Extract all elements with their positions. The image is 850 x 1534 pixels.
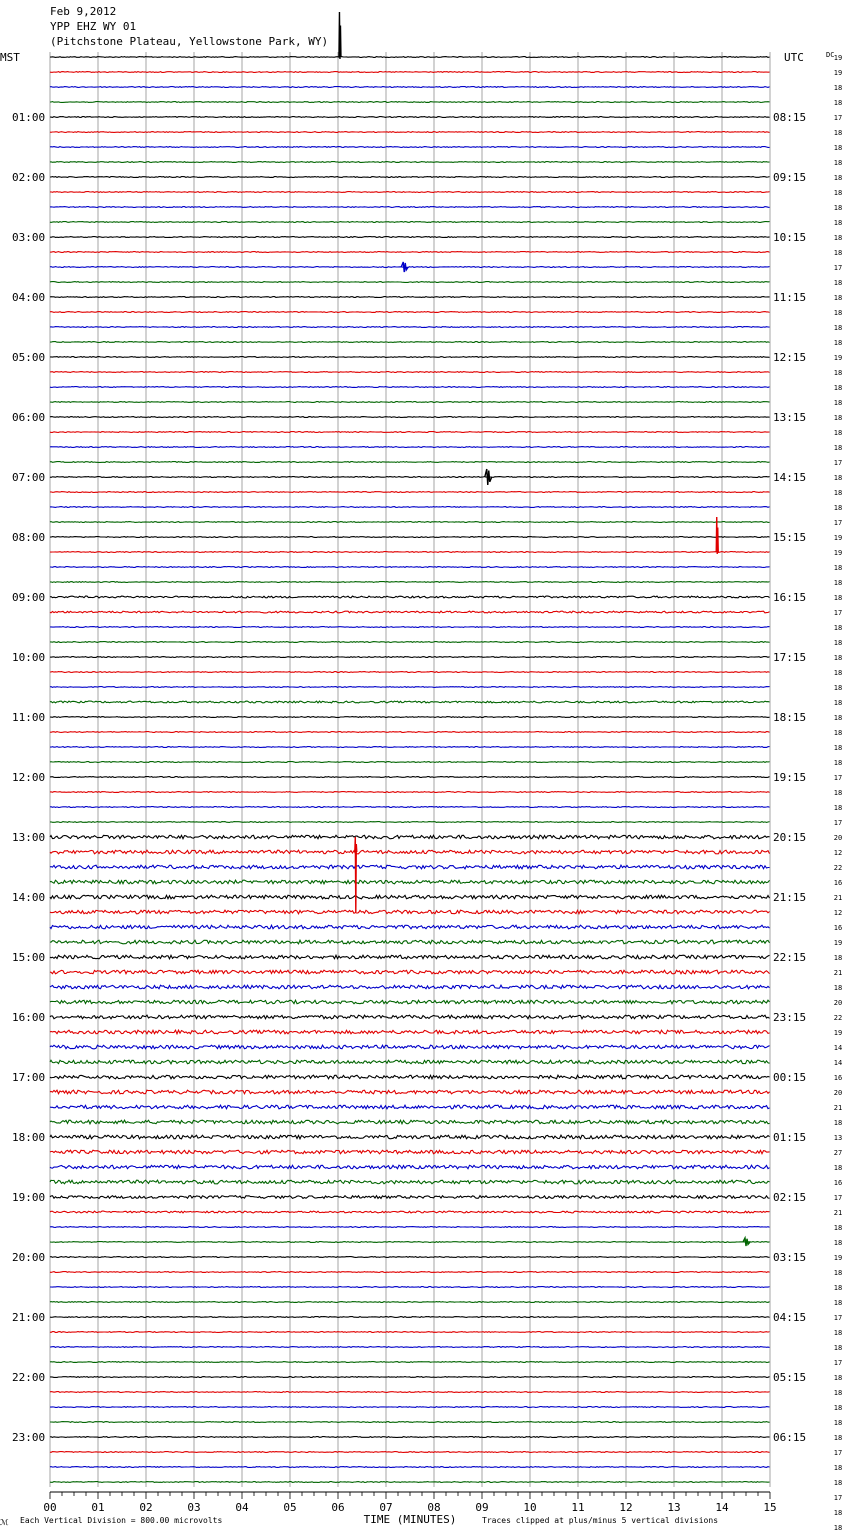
dc-offset-value: 18 (833, 759, 843, 767)
trace-line (50, 267, 770, 268)
trace-line (50, 312, 770, 313)
dc-offset-value: 17 (833, 1194, 843, 1202)
dc-offset-value: 13 (833, 1134, 843, 1142)
trace-line (50, 177, 770, 178)
right-hour-label: 12:15 (773, 351, 807, 364)
right-hour-label: 19:15 (773, 771, 807, 784)
trace-line (50, 477, 770, 478)
trace-line (50, 507, 770, 508)
trace-line (50, 342, 770, 343)
trace-line (50, 327, 770, 328)
event-spike (339, 12, 341, 59)
right-zone-label: UTC (784, 51, 804, 64)
dc-offset-value: 18 (833, 954, 843, 962)
dc-offset-value: 18 (833, 1524, 843, 1532)
corner-mark: ℳ (0, 1518, 9, 1527)
right-hour-label: 10:15 (773, 231, 807, 244)
dc-offset-value: 19 (833, 69, 843, 77)
dc-offset-value: 18 (833, 324, 843, 332)
trace-line (50, 1377, 770, 1378)
left-hour-label: 19:00 (12, 1191, 46, 1204)
trace-line (50, 252, 770, 253)
trace-line (50, 162, 770, 163)
x-tick-label: 13 (667, 1501, 681, 1514)
trace-line (50, 627, 770, 628)
trace-line (50, 1257, 770, 1258)
dc-offset-value: 16 (833, 879, 843, 887)
trace-line (50, 417, 770, 418)
trace-line (50, 970, 770, 974)
trace-line (50, 701, 770, 703)
x-tick-label: 10 (523, 1501, 537, 1514)
dc-offset-value: 19 (833, 354, 843, 362)
left-hour-label: 15:00 (12, 951, 46, 964)
trace-line (50, 537, 770, 538)
dc-offset-value: 18 (833, 429, 843, 437)
dc-offset-value: 18 (833, 369, 843, 377)
dc-offset-value: 18 (833, 1269, 843, 1277)
dc-offset-value: 20 (833, 1089, 843, 1097)
dc-offset-value: 18 (833, 594, 843, 602)
trace-line (50, 880, 770, 884)
left-hour-label: 14:00 (12, 891, 46, 904)
dc-offset-value: 19 (833, 1254, 843, 1262)
trace-line (50, 237, 770, 238)
trace-line (50, 57, 770, 58)
right-hour-label: 09:15 (773, 171, 807, 184)
right-hour-label: 22:15 (773, 951, 807, 964)
trace-line (50, 955, 770, 959)
left-hour-label: 07:00 (12, 471, 46, 484)
dc-offset-value: 18 (833, 1374, 843, 1382)
dc-offset-value: 18 (833, 1239, 843, 1247)
right-hour-label: 04:15 (773, 1311, 807, 1324)
x-tick-label: 04 (235, 1501, 249, 1514)
trace-line (50, 687, 770, 688)
x-tick-label: 07 (379, 1501, 393, 1514)
trace-line (50, 596, 770, 598)
trace-line (50, 1075, 770, 1079)
trace-line (50, 865, 770, 869)
dc-offset-value: 17 (833, 1494, 843, 1502)
scale-note: Each Vertical Division = 800.00 microvolts (20, 1516, 223, 1525)
trace-line (50, 1317, 770, 1318)
dc-offset-value: 18 (833, 1464, 843, 1472)
dc-offset-value: 18 (833, 174, 843, 182)
dc-offset-value: 18 (833, 1479, 843, 1487)
dc-offset-value: 18 (833, 414, 843, 422)
right-hour-label: 20:15 (773, 831, 807, 844)
trace-line (50, 1332, 770, 1333)
right-hour-label: 00:15 (773, 1071, 807, 1084)
dc-offset-value: 16 (833, 1179, 843, 1187)
trace-line (50, 1030, 770, 1034)
dc-offset-value: 19 (833, 534, 843, 542)
dc-offset-value: 18 (833, 234, 843, 242)
dc-offset-value: 16 (833, 1074, 843, 1082)
trace-line (50, 1482, 770, 1483)
dc-offset-value: 18 (833, 129, 843, 137)
trace-line (50, 642, 770, 643)
right-hour-label: 05:15 (773, 1371, 807, 1384)
trace-line (50, 552, 770, 553)
trace-line (50, 222, 770, 223)
trace-line (50, 1272, 770, 1273)
trace-line (50, 1422, 770, 1423)
dc-offset-value: 18 (833, 789, 843, 797)
trace-line (50, 567, 770, 568)
dc-offset-value: 18 (833, 204, 843, 212)
dc-offset-value: 20 (833, 834, 843, 842)
trace-line (50, 717, 770, 718)
dc-offset-value: 18 (833, 699, 843, 707)
clip-note: Traces clipped at plus/minus 5 vertical divisions (482, 1516, 719, 1525)
dc-offset-value: 18 (833, 984, 843, 992)
trace-line (50, 1150, 770, 1154)
dc-offset-value: 18 (833, 339, 843, 347)
trace-line (50, 792, 770, 793)
trace-line (50, 387, 770, 388)
dc-offset-value: 17 (833, 774, 843, 782)
dc-offset-value: 18 (833, 474, 843, 482)
trace-line (50, 492, 770, 493)
trace-line (50, 1135, 770, 1139)
dc-offset-value: 22 (833, 864, 843, 872)
trace-line (50, 822, 770, 823)
dc-offset-value: 18 (833, 189, 843, 197)
trace-line (50, 762, 770, 763)
x-tick-label: 12 (619, 1501, 633, 1514)
right-hour-label: 23:15 (773, 1011, 807, 1024)
dc-offset-value: 17 (833, 264, 843, 272)
dc-offset-value: 17 (833, 1449, 843, 1457)
trace-line (50, 357, 770, 358)
x-tick-label: 06 (331, 1501, 345, 1514)
right-hour-label: 14:15 (773, 471, 807, 484)
dc-offset-value: 18 (833, 1419, 843, 1427)
trace-line (50, 1180, 770, 1184)
dc-offset-value: 18 (833, 1299, 843, 1307)
trace-line (50, 372, 770, 373)
dc-offset-value: 18 (833, 804, 843, 812)
trace-line (50, 777, 770, 778)
x-tick-label: 09 (475, 1501, 489, 1514)
dc-offset-value: 19 (833, 939, 843, 947)
dc-offset-value: 17 (833, 1359, 843, 1367)
dc-offset-value: 27 (833, 1149, 843, 1157)
dc-offset-value: 22 (833, 1014, 843, 1022)
trace-line (50, 1211, 770, 1213)
dc-offset-value: 21 (833, 1104, 843, 1112)
trace-line (50, 1105, 770, 1109)
dc-offset-value: 18 (833, 1119, 843, 1127)
dc-offset-value: 18 (833, 744, 843, 752)
trace-line (50, 1452, 770, 1453)
dc-offset-value: 17 (833, 519, 843, 527)
trace-line (50, 102, 770, 103)
trace-line (50, 117, 770, 118)
dc-offset-value: 18 (833, 279, 843, 287)
right-hour-label: 01:15 (773, 1131, 807, 1144)
trace-line (50, 1302, 770, 1303)
trace-line (50, 1120, 770, 1124)
trace-line (50, 282, 770, 283)
trace-line (50, 1000, 770, 1004)
trace-line (50, 732, 770, 733)
left-hour-label: 02:00 (12, 171, 46, 184)
left-hour-label: 22:00 (12, 1371, 46, 1384)
trace-line (50, 657, 770, 658)
header-station: YPP EHZ WY 01 (50, 20, 137, 33)
dc-offset-value: 18 (833, 489, 843, 497)
left-hour-label: 13:00 (12, 831, 46, 844)
dc-offset-value: 18 (833, 729, 843, 737)
dc-offset-value: 18 (833, 624, 843, 632)
x-tick-label: 01 (91, 1501, 105, 1514)
trace-line (50, 432, 770, 433)
dc-offset-value: 17 (833, 819, 843, 827)
trace-line (50, 132, 770, 133)
dc-offset-value: 17 (833, 1314, 843, 1322)
event-spike (716, 517, 718, 554)
trace-line (50, 462, 770, 463)
dc-offset-value: 18 (833, 1434, 843, 1442)
dc-offset-value: 18 (833, 1404, 843, 1412)
dc-offset-value: 18 (833, 1344, 843, 1352)
right-hour-label: 02:15 (773, 1191, 807, 1204)
dc-offset-value: 18 (833, 1509, 843, 1517)
dc-offset-value: 18 (833, 444, 843, 452)
trace-line (50, 1196, 770, 1199)
trace-line (50, 1407, 770, 1408)
trace-line (50, 582, 770, 583)
trace-line (50, 1437, 770, 1438)
trace-line (50, 1392, 770, 1393)
trace-line (50, 192, 770, 193)
trace-line (50, 1060, 770, 1064)
dc-offset-value: 18 (833, 1284, 843, 1292)
trace-line (50, 850, 770, 854)
left-hour-label: 05:00 (12, 351, 46, 364)
trace-line (50, 940, 770, 944)
right-hour-label: 13:15 (773, 411, 807, 424)
dc-offset-value: 18 (833, 1329, 843, 1337)
left-hour-label: 16:00 (12, 1011, 46, 1024)
dc-offset-value: 19 (833, 549, 843, 557)
left-hour-label: 08:00 (12, 531, 46, 544)
trace-line (50, 747, 770, 748)
dc-label: DC (826, 51, 835, 59)
left-hour-label: 04:00 (12, 291, 46, 304)
left-hour-label: 01:00 (12, 111, 46, 124)
right-hour-label: 11:15 (773, 291, 807, 304)
x-tick-label: 08 (427, 1501, 441, 1514)
dc-offset-value: 18 (833, 84, 843, 92)
right-hour-label: 08:15 (773, 111, 807, 124)
dc-offset-value: 18 (833, 669, 843, 677)
trace-line (50, 1165, 770, 1169)
trace-line (50, 910, 770, 914)
trace-line (50, 87, 770, 88)
header-date: Feb 9,2012 (50, 5, 117, 18)
dc-offset-value: 14 (833, 1059, 843, 1067)
right-hour-label: 16:15 (773, 591, 807, 604)
trace-line (50, 1467, 770, 1468)
dc-offset-value: 17 (833, 114, 843, 122)
dc-offset-value: 16 (833, 924, 843, 932)
right-hour-label: 15:15 (773, 531, 807, 544)
dc-offset-value: 19 (833, 1029, 843, 1037)
trace-line (50, 1362, 770, 1363)
dc-offset-value: 18 (833, 504, 843, 512)
x-axis-title: TIME (MINUTES) (363, 1513, 457, 1526)
left-hour-label: 09:00 (12, 591, 46, 604)
trace-line (50, 1287, 770, 1288)
trace-line (50, 447, 770, 448)
trace-line (50, 297, 770, 298)
dc-offset-value: 18 (833, 294, 843, 302)
right-hour-label: 21:15 (773, 891, 807, 904)
dc-offset-value: 18 (833, 1224, 843, 1232)
left-zone-label: MST (0, 51, 20, 64)
left-hour-label: 20:00 (12, 1251, 46, 1264)
trace-line (50, 1242, 770, 1243)
trace-line (50, 72, 770, 73)
trace-line (50, 207, 770, 208)
trace-line (50, 1090, 770, 1094)
header-location: (Pitchstone Plateau, Yellowstone Park, WY) (50, 35, 329, 48)
x-tick-label: 05 (283, 1501, 297, 1514)
dc-offset-value: 17 (833, 609, 843, 617)
left-hour-label: 11:00 (12, 711, 46, 724)
left-hour-label: 23:00 (12, 1431, 46, 1444)
trace-line (50, 611, 770, 613)
x-tick-label: 03 (187, 1501, 201, 1514)
dc-offset-value: 18 (833, 399, 843, 407)
dc-offset-value: 17 (833, 459, 843, 467)
dc-offset-value: 18 (833, 684, 843, 692)
right-hour-label: 03:15 (773, 1251, 807, 1264)
dc-offset-value: 19 (833, 54, 843, 62)
dc-offset-value: 21 (833, 1209, 843, 1217)
dc-offset-value: 18 (833, 1389, 843, 1397)
left-hour-label: 10:00 (12, 651, 46, 664)
event-spike (355, 837, 357, 912)
dc-offset-value: 18 (833, 159, 843, 167)
trace-line (50, 1227, 770, 1228)
trace-line (50, 1015, 770, 1019)
x-tick-label: 15 (763, 1501, 777, 1514)
dc-offset-value: 18 (833, 1164, 843, 1172)
left-hour-label: 21:00 (12, 1311, 46, 1324)
left-hour-label: 18:00 (12, 1131, 46, 1144)
x-tick-label: 14 (715, 1501, 729, 1514)
trace-line (50, 672, 770, 673)
right-hour-label: 17:15 (773, 651, 807, 664)
dc-offset-value: 21 (833, 969, 843, 977)
dc-offset-value: 20 (833, 999, 843, 1007)
dc-offset-value: 18 (833, 144, 843, 152)
trace-line (50, 522, 770, 523)
x-tick-label: 00 (43, 1501, 57, 1514)
x-tick-label: 02 (139, 1501, 153, 1514)
trace-line (50, 1347, 770, 1348)
trace-line (50, 1045, 770, 1049)
left-hour-label: 12:00 (12, 771, 46, 784)
dc-offset-value: 18 (833, 219, 843, 227)
dc-offset-value: 18 (833, 654, 843, 662)
trace-line (50, 985, 770, 989)
dc-offset-value: 18 (833, 564, 843, 572)
dc-offset-value: 21 (833, 894, 843, 902)
dc-offset-value: 18 (833, 579, 843, 587)
left-hour-label: 17:00 (12, 1071, 46, 1084)
trace-line (50, 835, 770, 839)
dc-offset-value: 12 (833, 909, 843, 917)
trace-line (50, 147, 770, 148)
dc-offset-value: 14 (833, 1044, 843, 1052)
dc-offset-value: 12 (833, 849, 843, 857)
left-hour-label: 06:00 (12, 411, 46, 424)
dc-offset-value: 18 (833, 309, 843, 317)
right-hour-label: 18:15 (773, 711, 807, 724)
x-tick-label: 11 (571, 1501, 585, 1514)
trace-line (50, 402, 770, 403)
dc-offset-value: 18 (833, 639, 843, 647)
left-hour-label: 03:00 (12, 231, 46, 244)
dc-offset-value: 18 (833, 714, 843, 722)
dc-offset-value: 18 (833, 99, 843, 107)
trace-line (50, 807, 770, 808)
dc-offset-value: 18 (833, 384, 843, 392)
trace-line (50, 925, 770, 929)
right-hour-label: 06:15 (773, 1431, 807, 1444)
trace-line (50, 895, 770, 899)
dc-offset-value: 18 (833, 249, 843, 257)
